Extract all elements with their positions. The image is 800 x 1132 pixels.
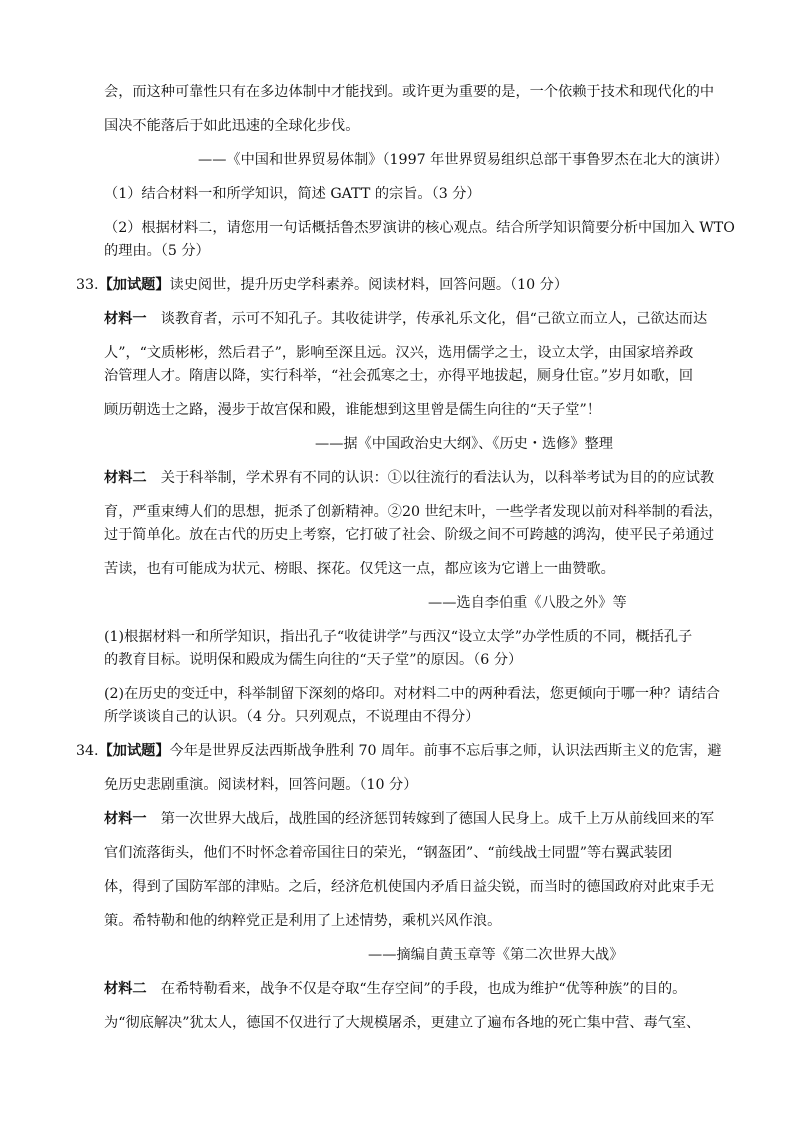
q34-material1-line-4: 策。希特勒和他的纳粹党正是利用了上述情势，乘机兴风作浪。 xyxy=(104,913,502,929)
q34-material1-line-3: 体，得到了国防军部的津贴。之后，经济危机使国内矛盾日益尖锐，而当时的德国政府对此束手无 xyxy=(104,879,715,895)
q33-prompt: 读史阅世，提升历史学科素养。阅读材料，回答问题。（10 分） xyxy=(169,277,569,293)
q32-material2-line-2: 国决不能落后于如此迅速的全球化步伐。 xyxy=(104,118,360,134)
q34-material1-line-1 xyxy=(104,809,714,829)
q34-heading-line-1 xyxy=(76,741,722,761)
q34-material1-text-1: 第一次世界大战后，战胜国的经济惩罚转嫁到了德国人民身上。成千上万从前线回来的军 xyxy=(160,811,715,827)
q34-tag: 【加试题】 xyxy=(98,743,170,759)
q33-material2-line-3: 过于简单化。放在古代的历史上考察，它打破了社会、阶级之间不可跨越的鸿沟，使平民子弟通过 xyxy=(104,527,715,543)
q32-subquestion-2-line-2: 的理由。（5 分） xyxy=(104,243,210,259)
q33-subquestion-1-line-2: 的教育目标。说明保和殿成为儒生向往的“天子堂”的原因。（6 分） xyxy=(104,652,523,668)
q32-subquestion-2-line-1: （2）根据材料二，请您用一句话概括鲁杰罗演讲的核心观点。结合所学知识简要分析中国加入 WTO xyxy=(104,220,735,236)
q33-material1-line-4: 顾历朝选士之路，漫步于故宫保和殿，谁能想到这里曾是儒生向往的“天子堂”！ xyxy=(104,402,601,418)
q33-material2-line-2: 育，严重束缚人们的思想，扼杀了创新精神。②20 世纪末叶，一些学者发现以前对科举制的看法， xyxy=(104,504,723,520)
q33-number: 33. xyxy=(76,277,99,293)
q34-material2-text-1: 在希特勒看来，战争不仅是夺取“生存空间”的手段，也成为维护“优等种族”的目的。 xyxy=(160,981,687,997)
q33-heading xyxy=(76,275,568,295)
q33-tag: 【加试题】 xyxy=(98,277,170,293)
q34-material1-source: ——摘编自黄玉章等《第二次世界大战》 xyxy=(368,947,624,963)
q34-material1-label: 材料一 xyxy=(104,811,147,827)
q33-material1-line-3: 治管理人才。隋唐以降，实行科举，“社会孤寒之士，亦得平地拔起，厕身仕宦。”岁月如歌，回 xyxy=(104,368,694,384)
q33-material1-label: 材料一 xyxy=(104,311,147,327)
q33-subquestion-1-line-1: (1)根据材料一和所学知识，指出孔子“收徒讲学”与西汉“设立太学”办学性质的不同，概括孔子 xyxy=(104,629,693,645)
q33-subquestion-2-line-1: (2)在历史的变迁中，科举制留下深刻的烙印。对材料二中的两种看法，您更倾向于哪一种？请结合 xyxy=(104,686,720,702)
q33-material2-line-4: 苦读，也有可能成为状元、榜眼、探花。仅凭这一点，都应该为它谱上一曲赞歌。 xyxy=(104,561,615,577)
q33-material1-line-1 xyxy=(104,309,707,329)
q33-material2-text-1: 关于科举制，学术界有不同的认识：①以往流行的看法认为，以科举考试为目的的应试教 xyxy=(160,470,715,486)
q33-material2-line-1 xyxy=(104,468,714,488)
q34-prompt-1: 今年是世界反法西斯战争胜利 70 周年。前事不忘后事之师，认识法西斯主义的危害，避 xyxy=(169,743,722,759)
q32-subquestion-1: （1）结合材料一和所学知识，简述 GATT 的宗旨。（3 分） xyxy=(104,186,481,202)
q34-material2-label: 材料二 xyxy=(104,981,147,997)
q34-material2-line-1 xyxy=(104,979,686,999)
q34-heading-line-2: 免历史悲剧重演。阅读材料，回答问题。（10 分） xyxy=(104,777,418,793)
q34-material1-line-2: 官们流落街头，他们不时怀念着帝国往日的荣光，“钢盔团”、“前线战士同盟”等右翼武装团 xyxy=(104,845,673,861)
q33-material2-source: ——选自李伯重《八股之外》等 xyxy=(428,595,627,611)
q33-material1-line-2: 人”，“文质彬彬，然后君子”，影响至深且远。汉兴，选用儒学之士，设立太学，由国家培养政 xyxy=(104,345,694,361)
q32-material2-source: ——《中国和世界贸易体制》（1997 年世界贸易组织总部干事鲁罗杰在北大的演讲） xyxy=(198,152,729,168)
q33-material2-label: 材料二 xyxy=(104,470,147,486)
q32-material2-line-1: 会，而这种可靠性只有在多边体制中才能找到。或许更为重要的是，一个依赖于技术和现代化的中 xyxy=(104,84,715,100)
q34-number: 34. xyxy=(76,743,99,759)
q33-material1-source: ——据《中国政治史大纲》、《历史・选修》整理 xyxy=(315,436,613,452)
q33-subquestion-2-line-2: 所学谈谈自己的认识。（4 分。只列观点，不说理由不得分） xyxy=(104,709,480,725)
q33-material1-text-1: 谈教育者，示可不知孔子。其收徒讲学，传承礼乐文化，倡“己欲立而立人，己欲达而达 xyxy=(160,311,708,327)
q34-material2-line-2: 为“彻底解决”犹太人，德国不仅进行了大规模屠杀，更建立了遍布各地的死亡集中营、毒气室、 xyxy=(104,1015,701,1031)
